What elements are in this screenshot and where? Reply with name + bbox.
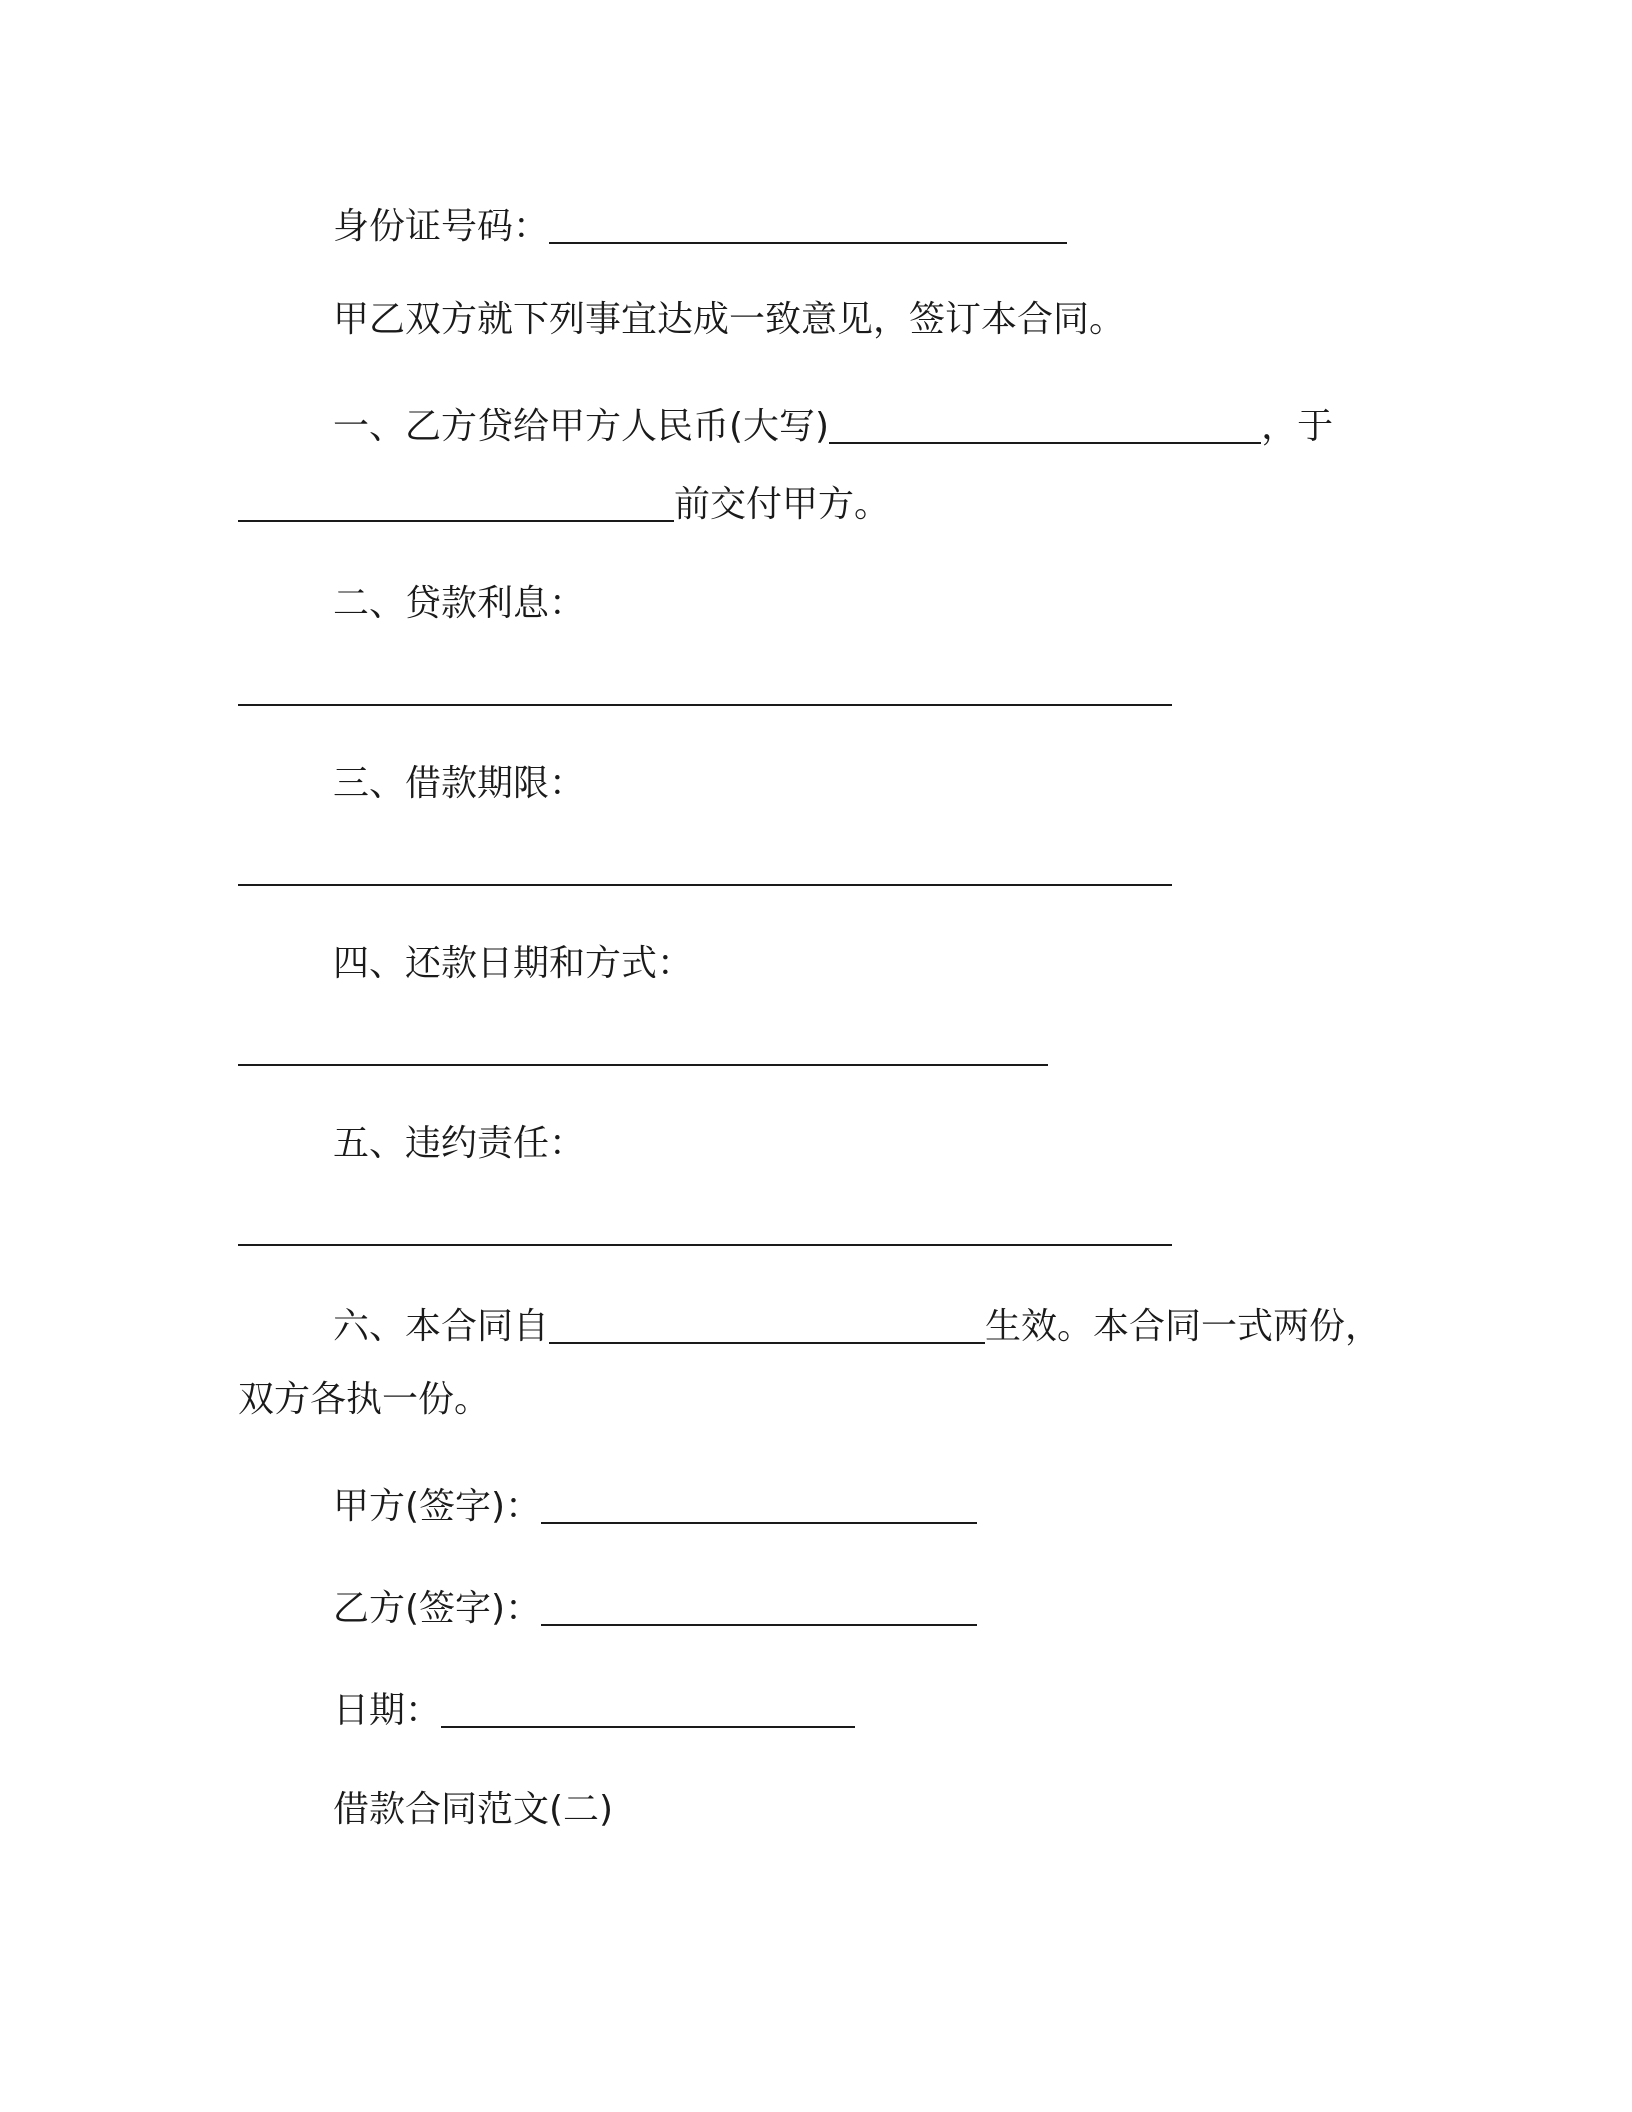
delivery-date-blank (238, 486, 674, 522)
clause-2-heading (333, 582, 585, 626)
party-b-signature-blank (541, 1590, 977, 1626)
date-blank (441, 1692, 855, 1728)
clause-1-line-1 (333, 402, 1333, 449)
clause-1-prefix: 一、乙方贷给甲方人民币(大写) (333, 406, 830, 447)
clause-5-text: 五、违约责任： (333, 1123, 586, 1164)
clause-4-blank (238, 1064, 1048, 1066)
date-label: 日期： (333, 1690, 442, 1731)
clause-6-line-1 (333, 1302, 1381, 1349)
clause-5-blank (238, 1244, 1172, 1246)
clause-4-heading (333, 942, 693, 986)
effective-date-blank (549, 1308, 985, 1344)
clause-1-suffix: 前交付甲方。 (674, 484, 891, 525)
clause-2-blank (238, 704, 1172, 706)
id-number-label: 身份证号码： (333, 206, 550, 247)
party-a-signature-line (333, 1482, 977, 1529)
clause-4-text: 四、还款日期和方式： (333, 943, 694, 984)
party-a-signature-label: 甲方(签字)： (333, 1486, 542, 1527)
clause-6-prefix: 六、本合同自 (333, 1306, 550, 1347)
id-number-line (333, 202, 1067, 249)
party-a-signature-blank (541, 1488, 977, 1524)
clause-3-text: 三、借款期限： (333, 763, 586, 804)
clause-1-mid: ，于 (1261, 406, 1334, 447)
loan-amount-blank (829, 408, 1261, 444)
clause-3-heading (333, 762, 585, 806)
clause-6-line-2 (238, 1378, 490, 1422)
agreement-sentence (333, 298, 1125, 342)
clause-5-heading (333, 1122, 585, 1166)
id-number-blank (549, 208, 1067, 244)
date-line (333, 1686, 855, 1733)
clause-3-blank (238, 884, 1172, 886)
agreement-text: 甲乙双方就下列事宜达成一致意见，签订本合同。 (333, 299, 1126, 340)
clause-6-suffix: 生效。本合同一式两份， (985, 1306, 1382, 1347)
party-b-signature-line (333, 1584, 977, 1631)
next-section-title-text: 借款合同范文(二) (333, 1789, 614, 1830)
party-b-signature-label: 乙方(签字)： (333, 1588, 542, 1629)
next-section-title (333, 1788, 613, 1832)
clause-1-line-2 (238, 480, 890, 527)
clause-2-text: 二、贷款利息： (333, 583, 586, 624)
clause-6-continuation: 双方各执一份。 (238, 1379, 491, 1420)
